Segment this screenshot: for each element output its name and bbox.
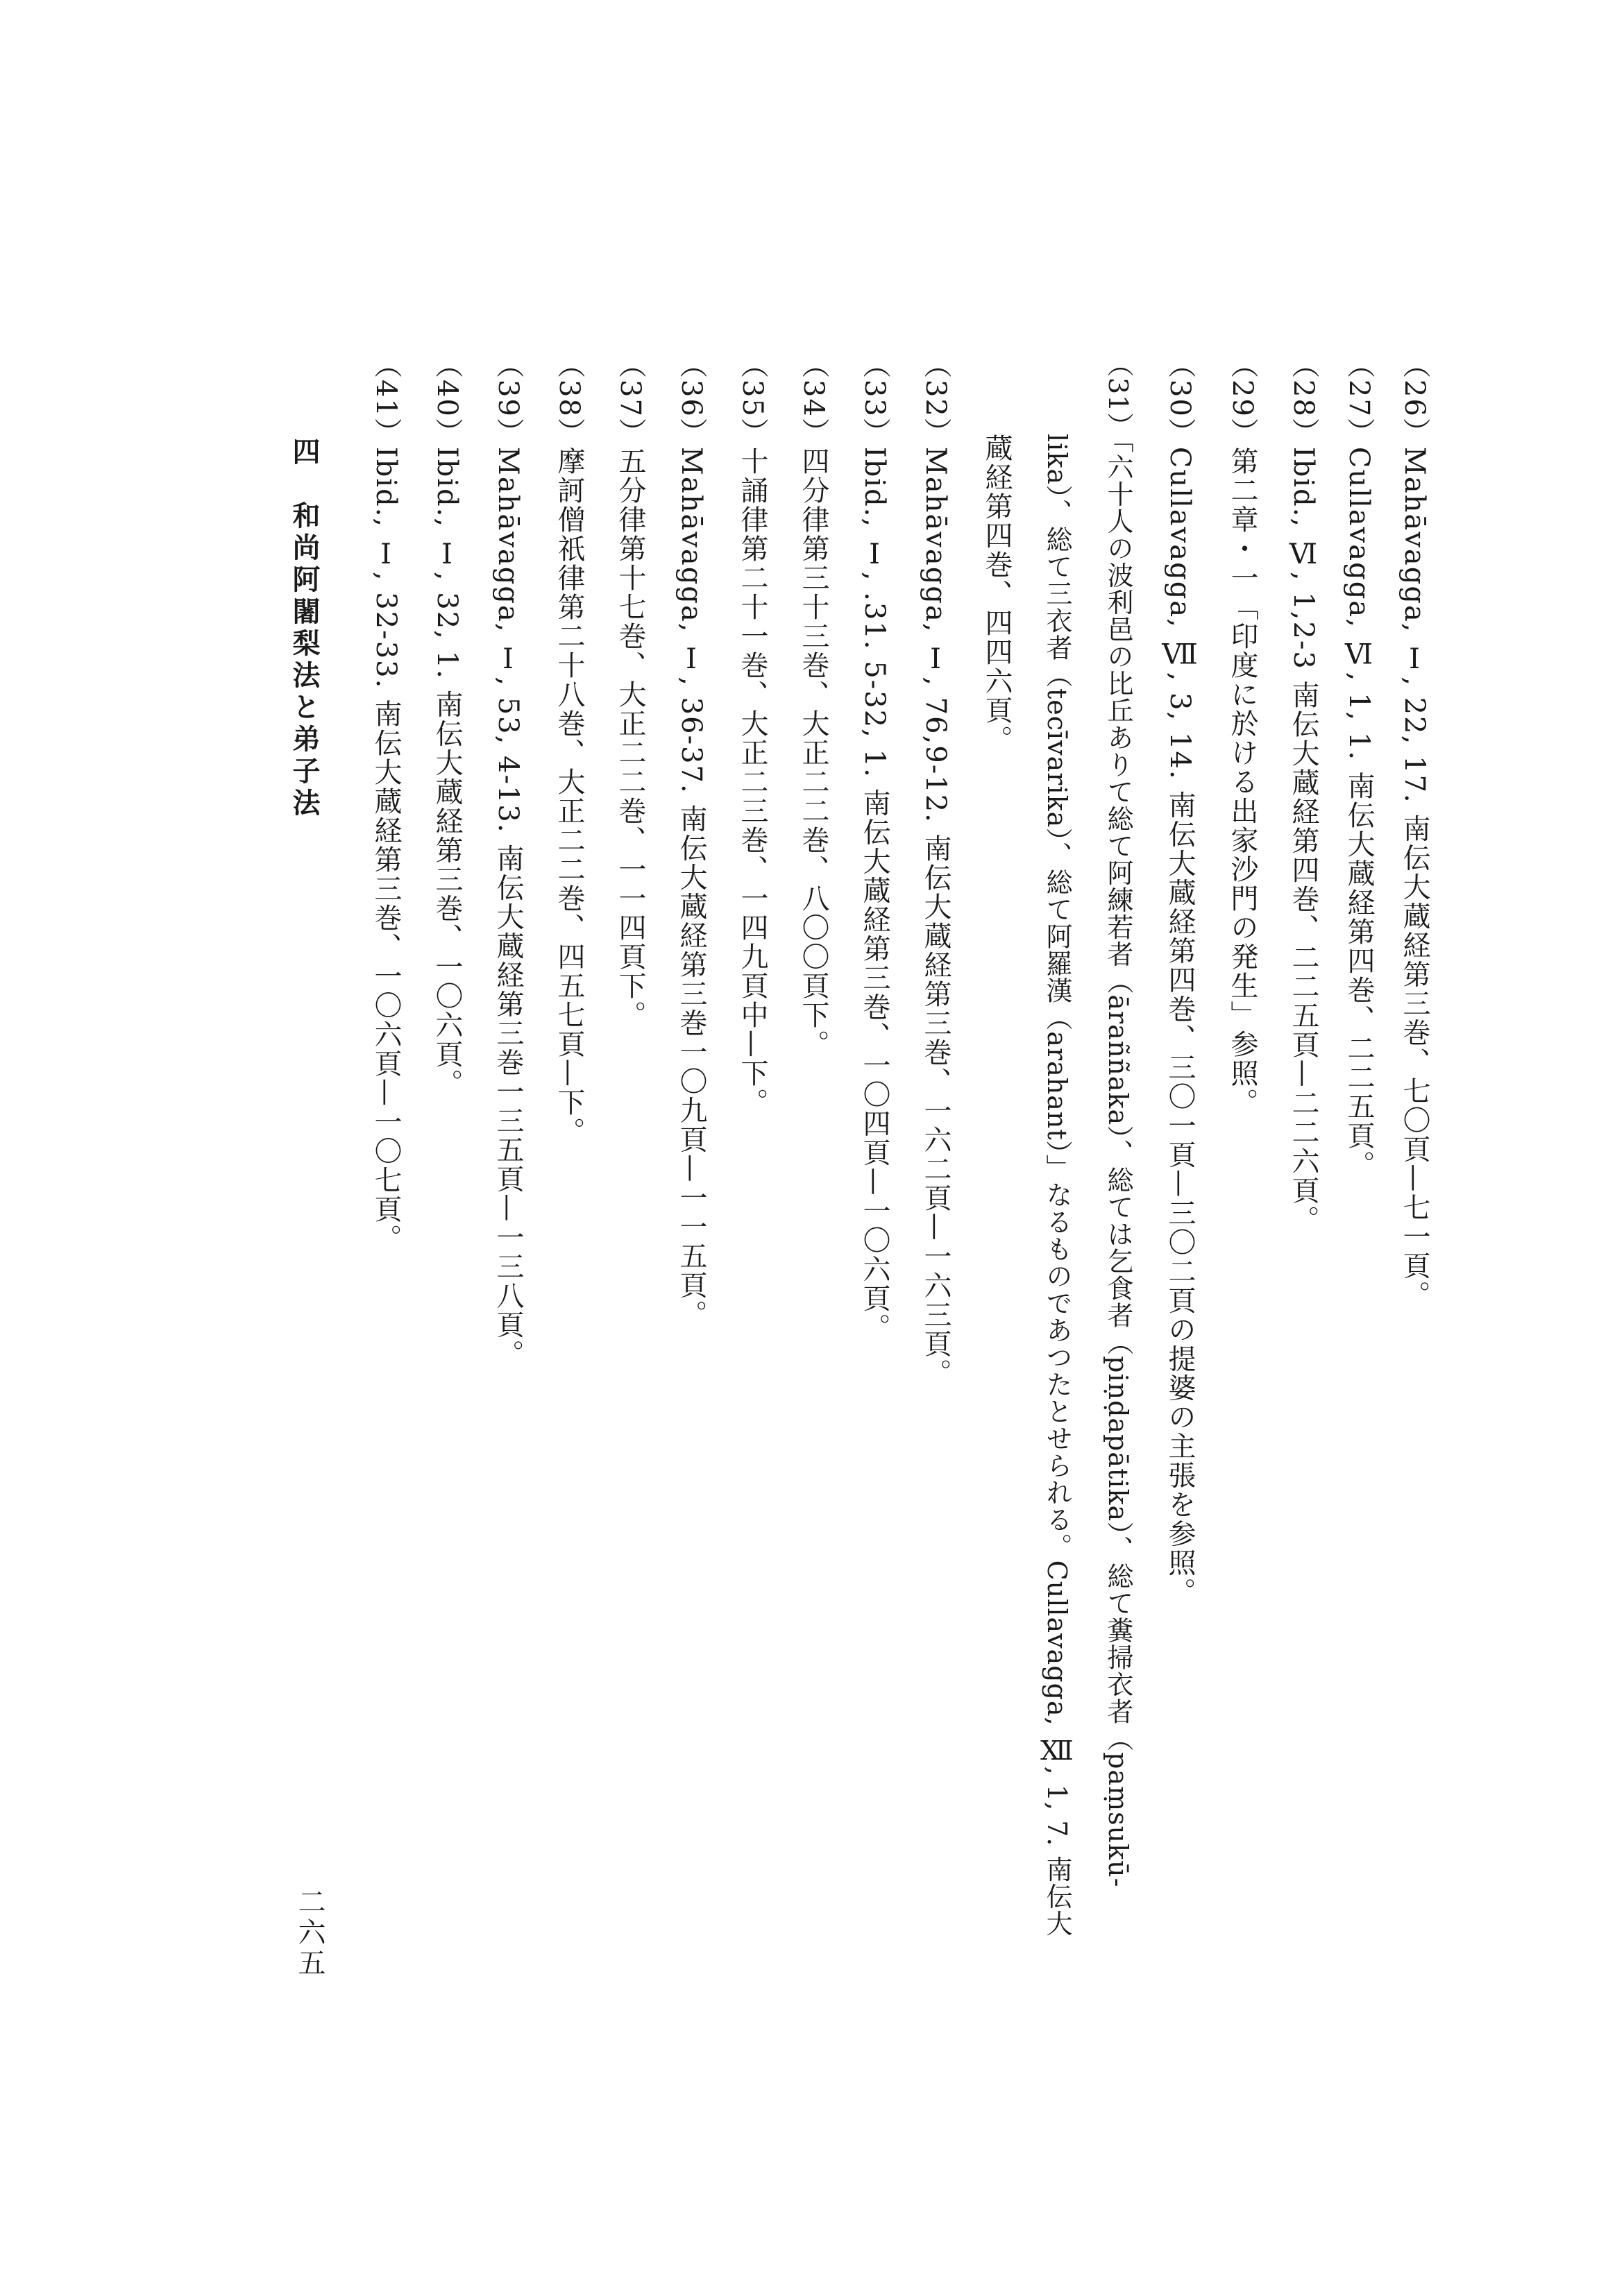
note-33: （33）Ibid., Ⅰ, .31. 5-32, 1. 南伝大蔵経第三巻、一〇四頁—一〇六頁。 <box>858 350 890 1343</box>
note-31-line-3: 蔵経第四巻、四四六頁。 <box>981 434 1013 754</box>
note-31-line-2: lika）、総て三衣者（tecīvarika）、総て阿羅漢（arahant）」なるものであつたとせられる。Cullavagga, Ⅻ, 1, 7. 南伝大 <box>1042 434 1072 1937</box>
note-31-line-1: （31）「六十人の波利邑の比丘ありて総て阿練若者（āraññaka）、総ては乞食者（piṇḍapātika）、総て糞掃衣者（paṃsukū- <box>1103 350 1133 1888</box>
page-number: 二六五 <box>294 1887 325 1979</box>
note-26: （26）Mahāvagga, Ⅰ, 22, 17. 南伝大蔵経第三巻、七〇頁—七一頁。 <box>1398 350 1430 1310</box>
note-40: （40）Ibid., Ⅰ, 32, 1. 南伝大蔵経第三巻、一〇六頁。 <box>431 350 463 1098</box>
note-30: （30）Cullavagga, Ⅶ, 3, 14. 南伝大蔵経第四巻、三〇一頁—三〇二頁の提婆の主張を参照。 <box>1164 350 1196 1607</box>
note-28: （28）Ibid., Ⅵ, 1,2-3 南伝大蔵経第四巻、二二五頁—二二六頁。 <box>1287 350 1319 1234</box>
note-38: （38）摩訶僧祇律第二十八巻、大正二二巻、四五七頁—下。 <box>553 350 585 1146</box>
note-29: （29）第二章・一「印度に於ける出家沙門の発生」参照。 <box>1226 350 1258 1117</box>
note-34: （34）四分律第三十三巻、大正二二巻、八〇〇頁下。 <box>797 350 829 1059</box>
note-36: （36）Mahāvagga, Ⅰ, 36-37. 南伝大蔵経第三巻一〇九頁—一一五頁。 <box>675 350 707 1329</box>
note-32: （32）Mahāvagga, Ⅰ, 76,9-12. 南伝大蔵経第三巻、一六二頁—一六三頁。 <box>920 350 951 1388</box>
note-41: （41）Ibid., Ⅰ, 32-33. 南伝大蔵経第三巻、一〇六頁—一〇七頁。 <box>370 350 402 1254</box>
note-39: （39）Mahāvagga, Ⅰ, 53, 4-13. 南伝大蔵経第三巻一三五頁—一三八頁。 <box>492 350 524 1369</box>
note-27: （27）Cullavagga, Ⅵ, 1, 1. 南伝大蔵経第四巻、二二五頁。 <box>1343 350 1375 1180</box>
section-heading: 四 和尚阿闍梨法と弟子法 <box>288 437 321 820</box>
note-35: （35）十誦律第二十一巻、大正二三巻、一四九頁中—下。 <box>736 350 768 1117</box>
note-37: （37）五分律第十七巻、大正二二巻、一一四頁下。 <box>614 350 646 1030</box>
